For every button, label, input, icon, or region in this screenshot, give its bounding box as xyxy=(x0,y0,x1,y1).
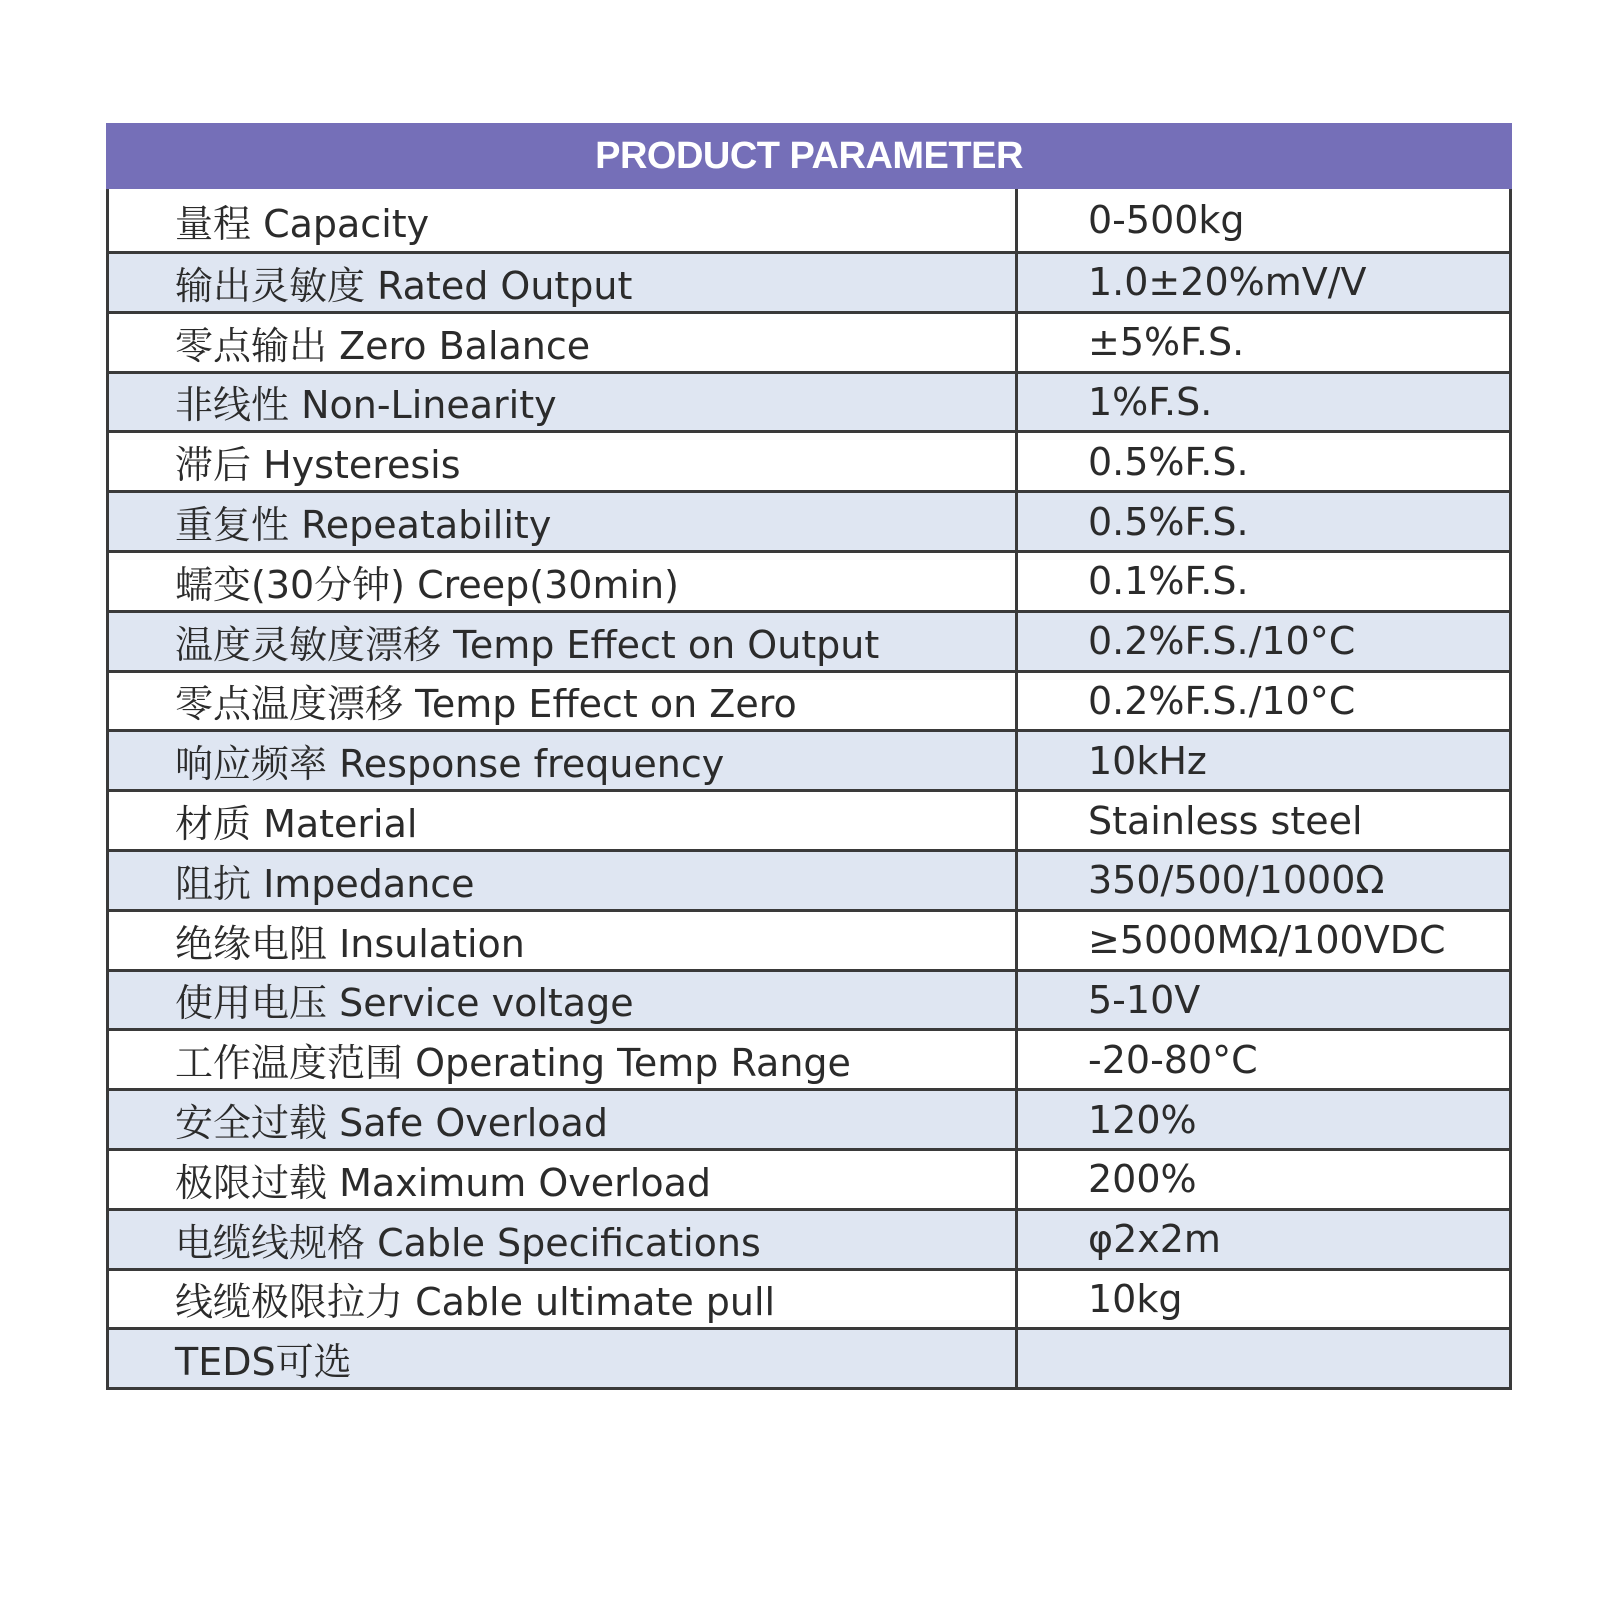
parameter-name: 零点输出 Zero Balance xyxy=(109,314,1018,371)
table-header: PRODUCT PARAMETER xyxy=(106,123,1512,189)
parameter-name: 非线性 Non-Linearity xyxy=(109,374,1018,431)
parameter-name: 滞后 Hysteresis xyxy=(109,433,1018,490)
table-row xyxy=(109,430,1509,490)
parameter-value: 1.0±20%mV/V xyxy=(1088,260,1367,305)
parameter-name: 材质 Material xyxy=(109,792,1018,849)
parameter-value: ≥5000MΩ/100VDC xyxy=(1088,918,1446,963)
parameter-value: 0.1%F.S. xyxy=(1088,559,1249,604)
parameter-name: 线缆极限拉力 Cable ultimate pull xyxy=(109,1271,1018,1328)
parameter-value: 0.5%F.S. xyxy=(1088,439,1249,484)
table-row xyxy=(109,610,1509,670)
parameter-name: 零点温度漂移 Temp Effect on Zero xyxy=(109,673,1018,730)
table-row xyxy=(109,1028,1509,1088)
table-row xyxy=(109,1327,1509,1387)
parameter-name: 安全过载 Safe Overload xyxy=(109,1091,1018,1148)
parameter-name: 输出灵敏度 Rated Output xyxy=(109,254,1018,311)
table-row xyxy=(109,729,1509,789)
parameter-name: 响应频率 Response frequency xyxy=(109,732,1018,789)
parameter-value xyxy=(1018,1330,1509,1387)
parameter-value: Stainless steel xyxy=(1088,798,1363,843)
parameter-value: 0.2%F.S./10°C xyxy=(1088,678,1356,723)
parameter-value: 0.5%F.S. xyxy=(1088,499,1249,544)
product-parameter-table xyxy=(106,123,1512,1390)
parameter-value: 120% xyxy=(1088,1097,1197,1142)
table-row xyxy=(109,789,1509,849)
table-row xyxy=(109,1268,1509,1328)
table-row xyxy=(109,371,1509,431)
parameter-name: 重复性 Repeatability xyxy=(109,493,1018,550)
table-row xyxy=(109,189,1509,251)
table-body xyxy=(106,189,1512,1390)
parameter-name: 蠕变(30分钟) Creep(30min) xyxy=(109,553,1018,610)
parameter-value: φ2x2m xyxy=(1088,1217,1221,1262)
table-row xyxy=(109,1148,1509,1208)
parameter-name: 温度灵敏度漂移 Temp Effect on Output xyxy=(109,613,1018,670)
parameter-value: ±5%F.S. xyxy=(1088,320,1245,365)
parameter-name: 量程 Capacity xyxy=(109,189,1018,251)
parameter-value: 200% xyxy=(1088,1157,1197,1202)
parameter-name: TEDS可选 xyxy=(109,1330,1018,1387)
parameter-value: 1%F.S. xyxy=(1088,379,1213,424)
table-row xyxy=(109,251,1509,311)
parameter-value: 10kHz xyxy=(1088,738,1207,783)
table-row xyxy=(109,311,1509,371)
parameter-name: 绝缘电阻 Insulation xyxy=(109,912,1018,969)
table-row xyxy=(109,1208,1509,1268)
parameter-name: 阻抗 Impedance xyxy=(109,852,1018,909)
parameter-value: 0-500kg xyxy=(1088,198,1245,242)
parameter-name: 电缆线规格 Cable Specifications xyxy=(109,1211,1018,1268)
parameter-name: 极限过载 Maximum Overload xyxy=(109,1151,1018,1208)
parameter-value: -20-80°C xyxy=(1088,1037,1258,1082)
table-row xyxy=(109,670,1509,730)
table-row xyxy=(109,1088,1509,1148)
parameter-value: 350/500/1000Ω xyxy=(1088,858,1385,903)
table-row xyxy=(109,550,1509,610)
parameter-value: 5-10V xyxy=(1088,977,1201,1022)
table-row xyxy=(109,969,1509,1029)
table-row xyxy=(109,909,1509,969)
parameter-name: 工作温度范围 Operating Temp Range xyxy=(109,1031,1018,1088)
parameter-value: 0.2%F.S./10°C xyxy=(1088,619,1356,664)
parameter-value: 10kg xyxy=(1088,1276,1183,1321)
table-row xyxy=(109,490,1509,550)
table-row xyxy=(109,849,1509,909)
parameter-name: 使用电压 Service voltage xyxy=(109,972,1018,1029)
